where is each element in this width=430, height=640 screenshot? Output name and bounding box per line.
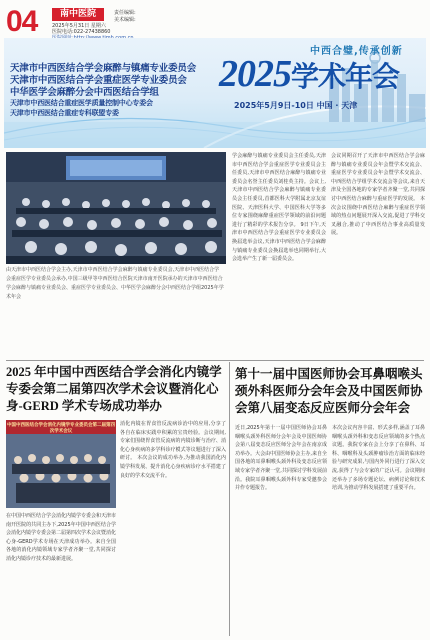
conference-hall-image [6,152,226,264]
hero-org-line: 天津市中西医结合学会麻醉与镇痛专业委员会 [10,63,197,74]
hero-year: 2025 [219,53,291,95]
paper-logo: 南中医院 [52,8,104,21]
hero-year-suffix: 学术年会 [291,60,400,93]
article-2-headline[interactable]: 第十一届中国医师协会耳鼻咽喉头颈外科医师分会年会及中国医师协会第八届变态反应医师分会年会 [235,367,423,415]
edition-line: 责任编辑: [114,10,136,16]
article-1-headline[interactable]: 2025 年中国中西医结合学会消化内镜学专委会第二届第四次学术会议暨消化心身-GERD 学术专场成功举办 [6,365,222,413]
hero-date-place: 2025年5月9日-10日 中国 · 天津 [234,101,358,110]
photo-caption: 由天津市中西医结合学会主办,天津市中西医结合学会麻醉与镇痛专业委员会,天津市中西医结合学会重症医学专业委员会承办,中国三级甲等中西医结合医院天津市南开医院承办的天津市中西医结合学会麻醉与镇痛专业委员会、重症医学专业委员会、中华医学会麻醉分会中西医结合学组2025年学术年会 [6,267,224,300]
hero-slogan: 中西合璧,传承创新 [310,46,403,57]
lead-article-column-3: 会议同期召开了天津市中西医结合学会麻醉与镇痛专业委员会年会暨学术交流会、重症医学专业委员会年会暨学术交流会、中西医结合学组学术交流会等会议,来自天津及全国各地的专家学者齐聚一堂,共同探讨中西医结合麻醉与重症医学的发展。 本次会议围绕中西医结合麻醉与重症医学领域的热点问题展开深入交流,促进了学科交叉融合,推动了中西医结合事业高质量发展。 [331,153,425,237]
date-line: 2025年5月31日 星期六 [52,23,106,29]
conference-photo [6,152,226,264]
article-1-photo [6,420,116,508]
article-1-column-2: 消化内镜在胃食管反流病诊治中的应用,分享了各自在临床实践中积累的宝贵经验。会议期间,专家们围绕胃食管反流病的内镜诊断与治疗、消化心身疾病的多学科诊疗模式等议题进行了深入研讨。 本次会议的成功举办,为推动我国消化内镜学科发展、提升消化心身疾病诊疗水平搭建了良好的学术交流平台。 [120,421,226,479]
hero-year-title [219,52,399,96]
article-1-banner-text: 中国中西医结合学会消化内镜学专业委员会第二届第四次学术会议 [7,423,115,434]
hero-org-line: 天津市中西医结合学会重症医学专业委员会 [10,75,187,86]
hero-org-line: 天津市中西医结合重症专科联盟专委 [10,109,119,117]
column-divider [229,362,230,636]
article-2-column-1: 近日,2025年第十一届中国医师协会耳鼻咽喉头颈外科医师分会年会及中国医师协会第八届变态反应医师分会年会在南京成功举办。大会由中国医师协会主办,来自全国各地的耳鼻咽喉头颈外科及变态反应领域专家学者齐聚一堂,共同探讨学科发展前沿。我院耳鼻咽喉头颈外科专家受邀参会并作专题报告。 [235,425,327,492]
hero-org-line: 中华医学会麻醉分会中西医结合学组 [10,87,159,98]
lead-article-column-2: 学会麻醉与镇痛专业委员会主任委员,天津市中西医结合学会重症医学专业委员会主任委员,天津市中西医结合麻醉与镇痛专业委员会名誉主任委员刘桂英主持。会议上,天津市中西医结合学会麻醉与镇痛专业委员会主任委员,首都医科大学附属北京友谊医院、天津医科大学、中国医科大学等多位专家围绕麻醉重症医学领域的前沿问题进行了精彩的学术报告分享。 9日下午,天津市中西医结合学会重症医学专业委员会换届选举会议,天津市中西医结合学会麻醉与镇痛专业委员会换届选举也同期举行,大会选举产生了新一届委员会。 [232,153,326,263]
edition-line-2: 美术编辑: [114,17,136,23]
contact-line: 医院电话:022-27438860 [52,29,111,35]
article-2-column-2: 本次会议内容丰富、形式多样,涵盖了耳鼻咽喉头颈外科和变态反应领域的多个热点议题。我院专家在会上分享了在鼻科、耳科、咽喉科及头颈肿瘤诊治方面的临床经验与研究成果,与国内外同行进行了深入交流,获得了与会专家的广泛认可。会议期间还举办了多场专题论坛、病例讨论和技术培训,为推动学科发展搭建了重要平台。 [332,425,425,492]
masthead [6,6,424,40]
hero-org-line: 天津市中西医结合重症医学质量控制中心专委会 [10,99,153,107]
page-number: 04 [6,5,38,38]
article-1-column-1: 在中国中西医结合学会消化内镜学专委会和天津市南开医院的共同主办下,2025年中国中西医结合学会消化内镜学专委会第二届第四次学术会议暨消化心身-GERD学术专场在天津成功举办。来自全国各地的消化内镜领域专家学者齐聚一堂,共同探讨消化内镜诊疗技术的最新进展。 [6,513,116,562]
section-divider [6,360,424,361]
hero-banner [4,38,426,148]
